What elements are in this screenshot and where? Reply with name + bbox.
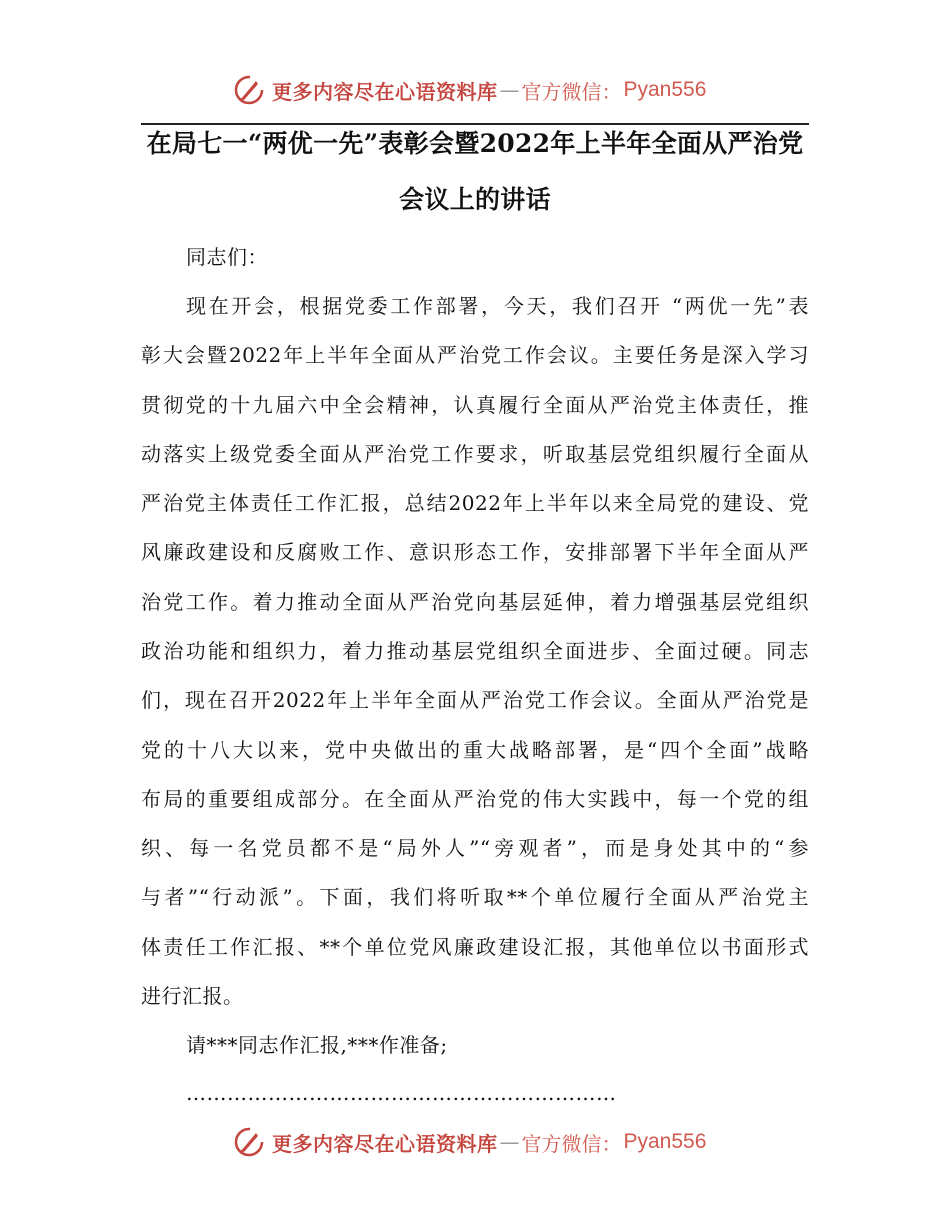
salutation: 同志们： [186,245,268,269]
header-watermark-banner [232,72,706,108]
paragraph-line: 风廉政建设和反腐败工作、意识形态工作，安排部署下半年全面从严 [141,540,809,564]
banner-separator: — [499,1130,520,1154]
quill-circle-icon [232,1125,266,1159]
banner-separator: — [499,78,520,102]
paragraph-line: 贯彻党的十九届六中全会精神，认真履行全面从严治党主体责任，推 [141,393,809,417]
quill-circle-icon [232,73,266,107]
paragraph-line: 彰大会暨2022年上半年全面从严治党工作会议。主要任务是深入学习 [141,343,809,367]
ellipsis-line: ……………………………………………………… [186,1081,617,1105]
document-title-line-1: 在局七一“两优一先”表彰会暨2022年上半年全面从严治党 [146,129,804,158]
wechat-handle: Pyan556 [623,1130,707,1153]
paragraph-line: 治党工作。着力推动全面从严治党向基层延伸，着力增强基层党组织 [141,590,809,614]
brand-text: 更多内容尽在心语资料库 [272,79,498,104]
paragraph-line: 与者”“行动派”。下面，我们将听取**个单位履行全面从严治党主 [141,885,809,909]
official-wechat-label: 官方微信： [521,79,622,104]
paragraph-line: 政治功能和组织力，着力推动基层党组织全面进步、全面过硬。同志 [141,639,809,663]
paragraph-line: 们，现在召开2022年上半年全面从严治党工作会议。全面从严治党是 [141,688,809,712]
document-title-line-2: 会议上的讲话 [399,185,551,214]
paragraph-line: 党的十八大以来，党中央做出的重大战略部署，是“四个全面”战略 [141,738,809,762]
official-wechat-label: 官方微信： [521,1131,622,1156]
paragraph-line: 体责任工作汇报、**个单位党风廉政建设汇报，其他单位以书面形式 [141,935,809,959]
brand-text: 更多内容尽在心语资料库 [272,1131,498,1156]
paragraph-line: 织、每一名党员都不是“局外人”“旁观者”，而是身处其中的“参 [141,836,809,860]
footer-watermark-banner [232,1124,706,1160]
wechat-handle: Pyan556 [623,78,707,101]
paragraph-line: 现在开会，根据党委工作部署，今天，我们召开 “两优一先”表 [186,294,809,318]
paragraph-2: 请***同志作汇报,***作准备; [186,1033,448,1057]
paragraph-line: 严治党主体责任工作汇报，总结2022年上半年以来全局党的建设、党 [141,491,809,515]
paragraph-line: 动落实上级党委全面从严治党工作要求，听取基层党组织履行全面从 [141,442,809,466]
header-rule [141,123,809,125]
paragraph-line: 布局的重要组成部分。在全面从严治党的伟大实践中，每一个党的组 [141,787,809,811]
paragraph-line: 进行汇报。 [141,984,244,1008]
